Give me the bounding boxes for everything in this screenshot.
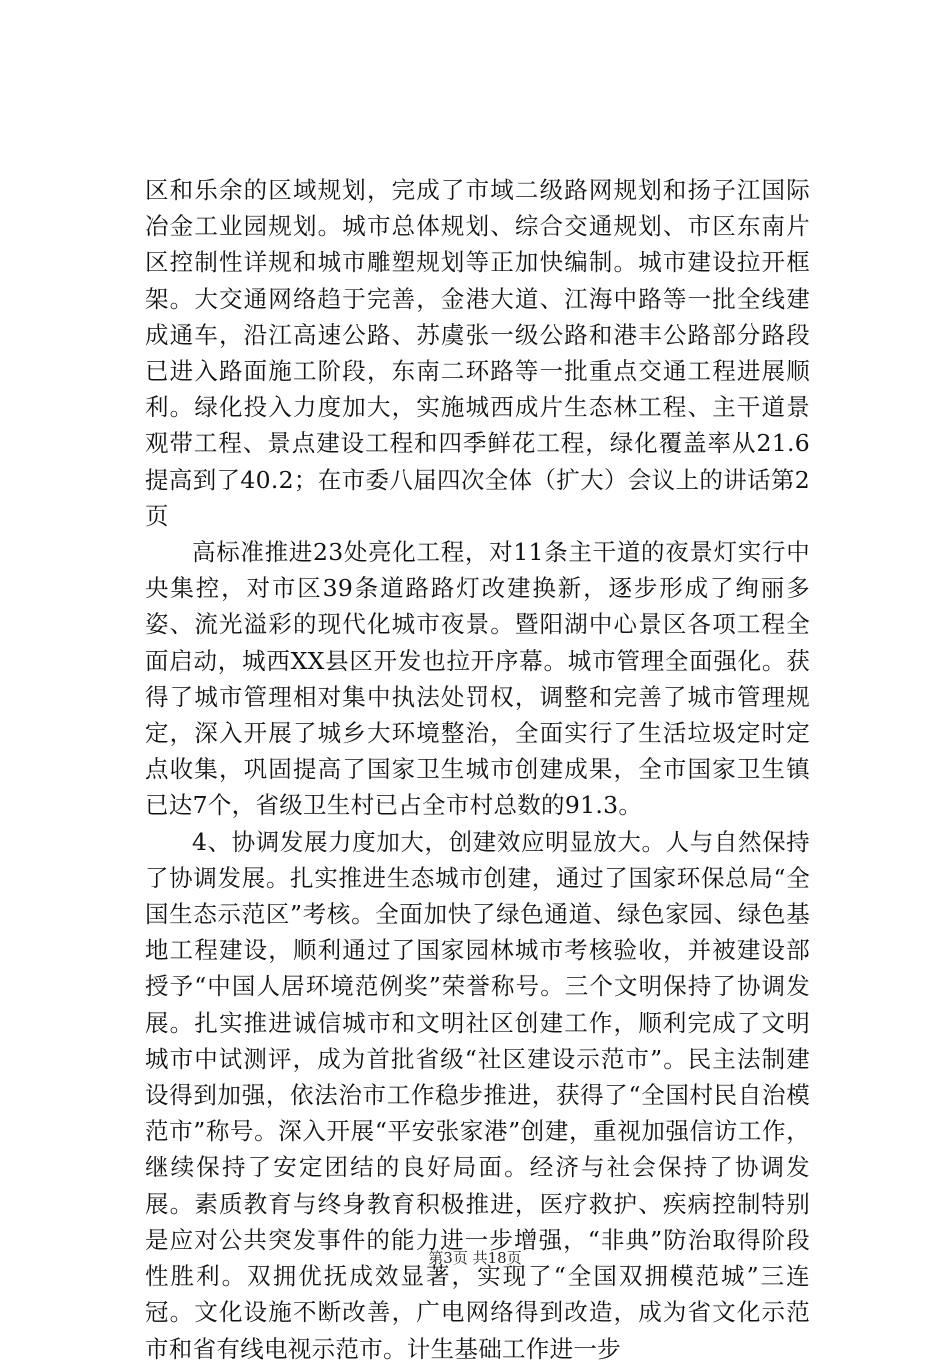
paragraph-3: 4、协调发展力度加大，创建效应明显放大。人与自然保持了协调发展。扎实推进生态城市创建，通过了国家环保总局“全国生态示范区”考核。全面加快了绿色通道、绿色家园、绿色基地工程建设，顺利通过了国家园林城市考核验收，并被建设部授予“中国人居环境范例奖”荣誉称号。三个文明保持了协调发展。扎实推进诚信城市和文明社区创建工作，顺利完成了文明城市中试测评，成为首批省级“社区建设示范市”。民主法制建设得到加强，依法治市工作稳步推进，获得了“全国村民自治模范市”称号。深入开展“平安张家港”创建，重视加强信访工作，继续保持了安定团结的良好局面。经济与社会保持了协调发展。素质教育与终身教育积极推进，医疗救护、疾病控制特别是应对公共突发事件的能力进一步增强，“非典”防治取得阶段性胜利。双拥优抚成效显著，实现了“全国双拥模范城”三连冠。文化设施不断改善，广电网络得到改造，成为省文化示范市和省有线电视示范市。计生基础工作进一步 bbox=[145, 827, 810, 1363]
paragraph-1: 区和乐余的区域规划，完成了市域二级路网规划和扬子江国际冶金工业园规划。城市总体规划、综合交通规划、市区东南片区控制性详规和城市雕塑规划等正加快编制。城市建设拉开框架。大交通网络趋于完善，金港大道、江海中路等一批全线建成通车，沿江高速公路、苏虞张一级公路和港丰公路部分路段已进入路面施工阶段，东南二环路等一批重点交通工程进展顺利。绿化投入力度加大，实施城西成片生态林工程、主干道景观带工程、景点建设工程和四季鲜花工程，绿化覆盖率从21.6提高到了40.2；在市委八届四次全体（扩大）会议上的讲话第2页 bbox=[145, 176, 810, 530]
paragraph-2: 高标准推进23处亮化工程，对11条主干道的夜景灯实行中央集控，对市区39条道路路灯改建换新，逐步形成了绚丽多姿、流光溢彩的现代化城市夜景。暨阳湖中心景区各项工程全面启动，城西XX县区开发也拉开序幕。城市管理全面强化。获得了城市管理相对集中执法处罚权，调整和完善了城市管理规定，深入开展了城乡大环境整治，全面实行了生活垃圾定时定点收集，巩固提高了国家卫生城市创建成果，全市国家卫生镇已达7个，省级卫生村已占全市村总数的91.3。 bbox=[145, 538, 810, 820]
document-body bbox=[145, 172, 810, 1367]
page-number-footer: 第3页 共18页 bbox=[428, 1249, 522, 1267]
